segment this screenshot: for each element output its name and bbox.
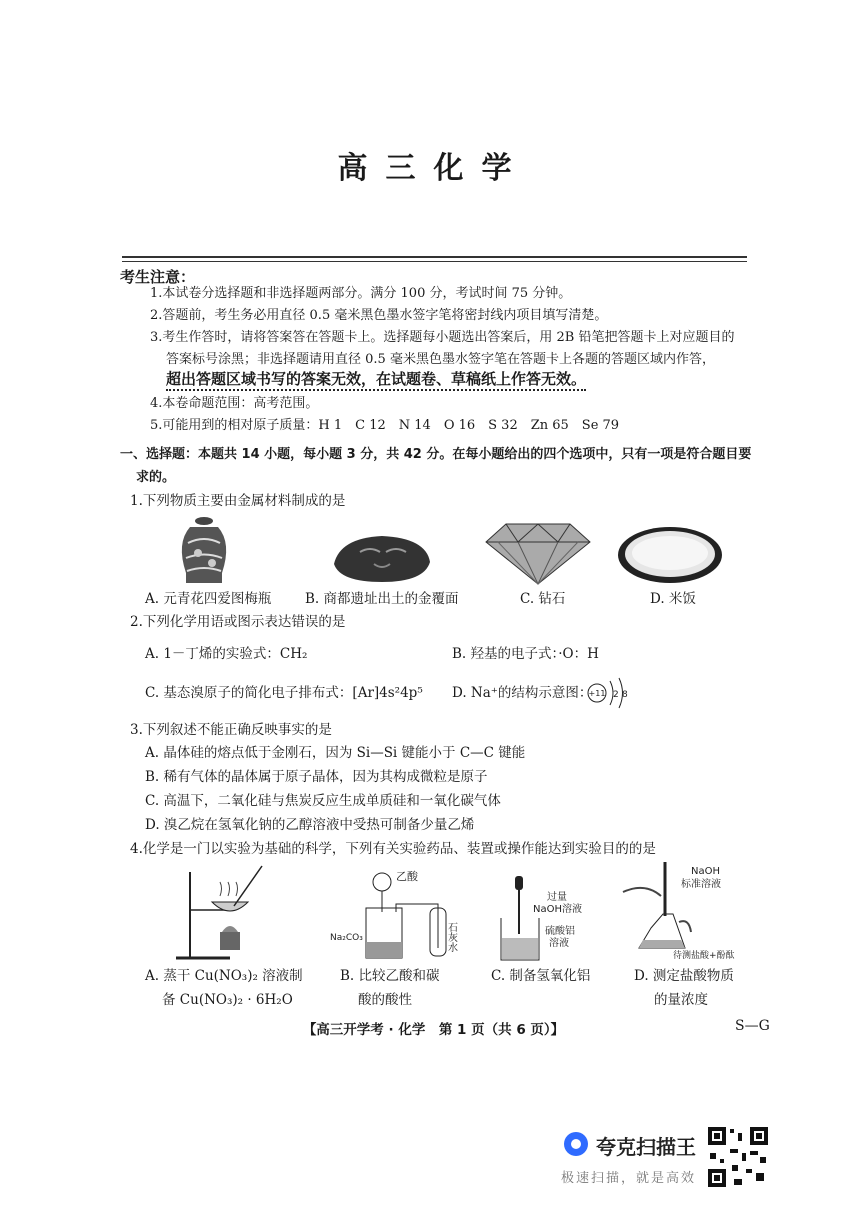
notice-item: 2.答题前，考生务必用直径 0.5 毫米黑色墨水签字笔将密封线内项目填写清楚。 xyxy=(150,308,608,323)
shell-electron-count: 8 xyxy=(622,690,628,700)
option-c: C. 高温下，二氧化硅与焦炭反应生成单质硅和一氧化碳气体 xyxy=(145,793,501,809)
figure-label: 过量 xyxy=(547,892,567,903)
rice-image xyxy=(616,525,724,585)
notice-item: 答案标号涂黑；非选择题请用直径 0.5 毫米黑色墨水签字笔在答题卡上各题的答题区域内作答， xyxy=(166,352,715,367)
notice-item-emphasis xyxy=(166,368,586,392)
section-heading-line: 求的。 xyxy=(136,470,176,485)
option-b: B. 比较乙酸和碳 xyxy=(340,968,440,984)
option-a: A. 蒸干 Cu(NO₃)₂ 溶液制 xyxy=(145,968,303,984)
paper-code: S—G xyxy=(735,1018,770,1034)
option-d: D. 米饭 xyxy=(650,591,696,607)
qr-code-icon xyxy=(706,1125,770,1189)
notice-heading: 考生注意： xyxy=(120,268,196,286)
vase-image xyxy=(168,513,240,585)
option-c: C. 基态溴原子的简化电子排布式：[Ar]4s²4p⁵ xyxy=(145,685,423,701)
option-b: B. 稀有气体的晶体属于原子晶体，因为其构成微粒是原子 xyxy=(145,769,488,785)
question-stem: 4.化学是一门以实验为基础的科学，下列有关实验药品、装置或操作能达到实验目的的是 xyxy=(130,841,656,857)
question-stem: 1.下列物质主要由金属材料制成的是 xyxy=(130,493,346,509)
notice-item: 4.本卷命题范围：高考范围。 xyxy=(150,396,319,411)
option-a: A. 晶体硅的熔点低于金刚石，因为 Si—Si 键能小于 C—C 键能 xyxy=(145,745,526,761)
option-c: C. 制备氢氧化铝 xyxy=(491,968,591,984)
section-heading xyxy=(120,443,760,489)
figure-label: 乙酸 xyxy=(396,870,418,883)
option-d: D. Na⁺的结构示意图： xyxy=(452,685,593,701)
na-ion-structure-diagram xyxy=(586,674,632,712)
option-d: D. 溴乙烷在氢氧化钠的乙醇溶液中受热可制备少量乙烯 xyxy=(145,817,475,833)
figure-label: 溶液 xyxy=(549,938,569,949)
notice-item: 1.本试卷分选择题和非选择题两部分。满分 100 分，考试时间 75 分钟。 xyxy=(150,286,572,301)
option-b: B. 商都遗址出土的金覆面 xyxy=(305,591,459,607)
figure-label: 标准溶液 xyxy=(681,879,721,890)
diamond-image xyxy=(484,520,592,586)
section-heading-line: 一、选择题：本题共 14 小题，每小题 3 分，共 42 分。在每小题给出的四个选项中，只有一项是符合题目要 xyxy=(120,447,752,462)
option-a: A. 1－丁烯的实验式：CH₂ xyxy=(145,646,308,662)
aluminium-hydroxide-apparatus-diagram xyxy=(495,872,615,962)
option-d-cont: 的量浓度 xyxy=(654,992,708,1008)
emphasis-text: 超出答题区域书写的答案无效，在试题卷、草稿纸上作答无效。 xyxy=(166,370,586,391)
figure-label: 硫酸铝 xyxy=(545,926,575,937)
divider xyxy=(122,261,747,262)
figure-label: 石灰水 xyxy=(445,922,457,952)
acid-comparison-apparatus-diagram xyxy=(330,862,470,962)
titration-apparatus-diagram xyxy=(615,862,765,962)
page-footer: 【高三开学考 · 化学 第 1 页（共 6 页）】 xyxy=(302,1022,565,1038)
shell-electron-count: 2 xyxy=(613,690,619,700)
option-d: D. 测定盐酸物质 xyxy=(634,968,734,984)
scanner-slogan: 极速扫描，就是高效 xyxy=(561,1171,697,1186)
figure-label: 待测盐酸+酚酞 xyxy=(673,951,735,961)
evaporation-apparatus-diagram xyxy=(170,862,270,962)
question-stem: 3.下列叙述不能正确反映事实的是 xyxy=(130,722,332,738)
scanner-brand: 夸克扫描王 xyxy=(596,1135,696,1159)
scanner-logo-icon xyxy=(562,1130,590,1158)
nucleus-label: +11 xyxy=(588,689,606,698)
question-stem: 2.下列化学用语或图示表达错误的是 xyxy=(130,614,346,630)
figure-label: NaOH xyxy=(691,866,720,877)
divider xyxy=(122,256,747,258)
option-a: A. 元青花四爱图梅瓶 xyxy=(145,591,272,607)
option-a-cont: 备 Cu(NO₃)₂ · 6H₂O xyxy=(162,992,293,1008)
notice-item: 5.可能用到的相对原子质量：H 1 C 12 N 14 O 16 S 32 Zn 65 Se 79 xyxy=(150,418,620,433)
option-b: B. 羟基的电子式：·O：H xyxy=(452,646,599,662)
page-title: 高三化学 xyxy=(337,151,530,186)
option-c: C. 钻石 xyxy=(520,591,566,607)
option-b-cont: 酸的酸性 xyxy=(358,992,412,1008)
notice-item: 3.考生作答时，请将答案答在答题卡上。选择题每小题选出答案后，用 2B 铅笔把答题卡上对应题目的 xyxy=(150,330,735,345)
figure-label: Na₂CO₃ xyxy=(330,933,363,943)
gold-mask-image xyxy=(330,530,434,586)
figure-label: NaOH溶液 xyxy=(533,904,582,915)
